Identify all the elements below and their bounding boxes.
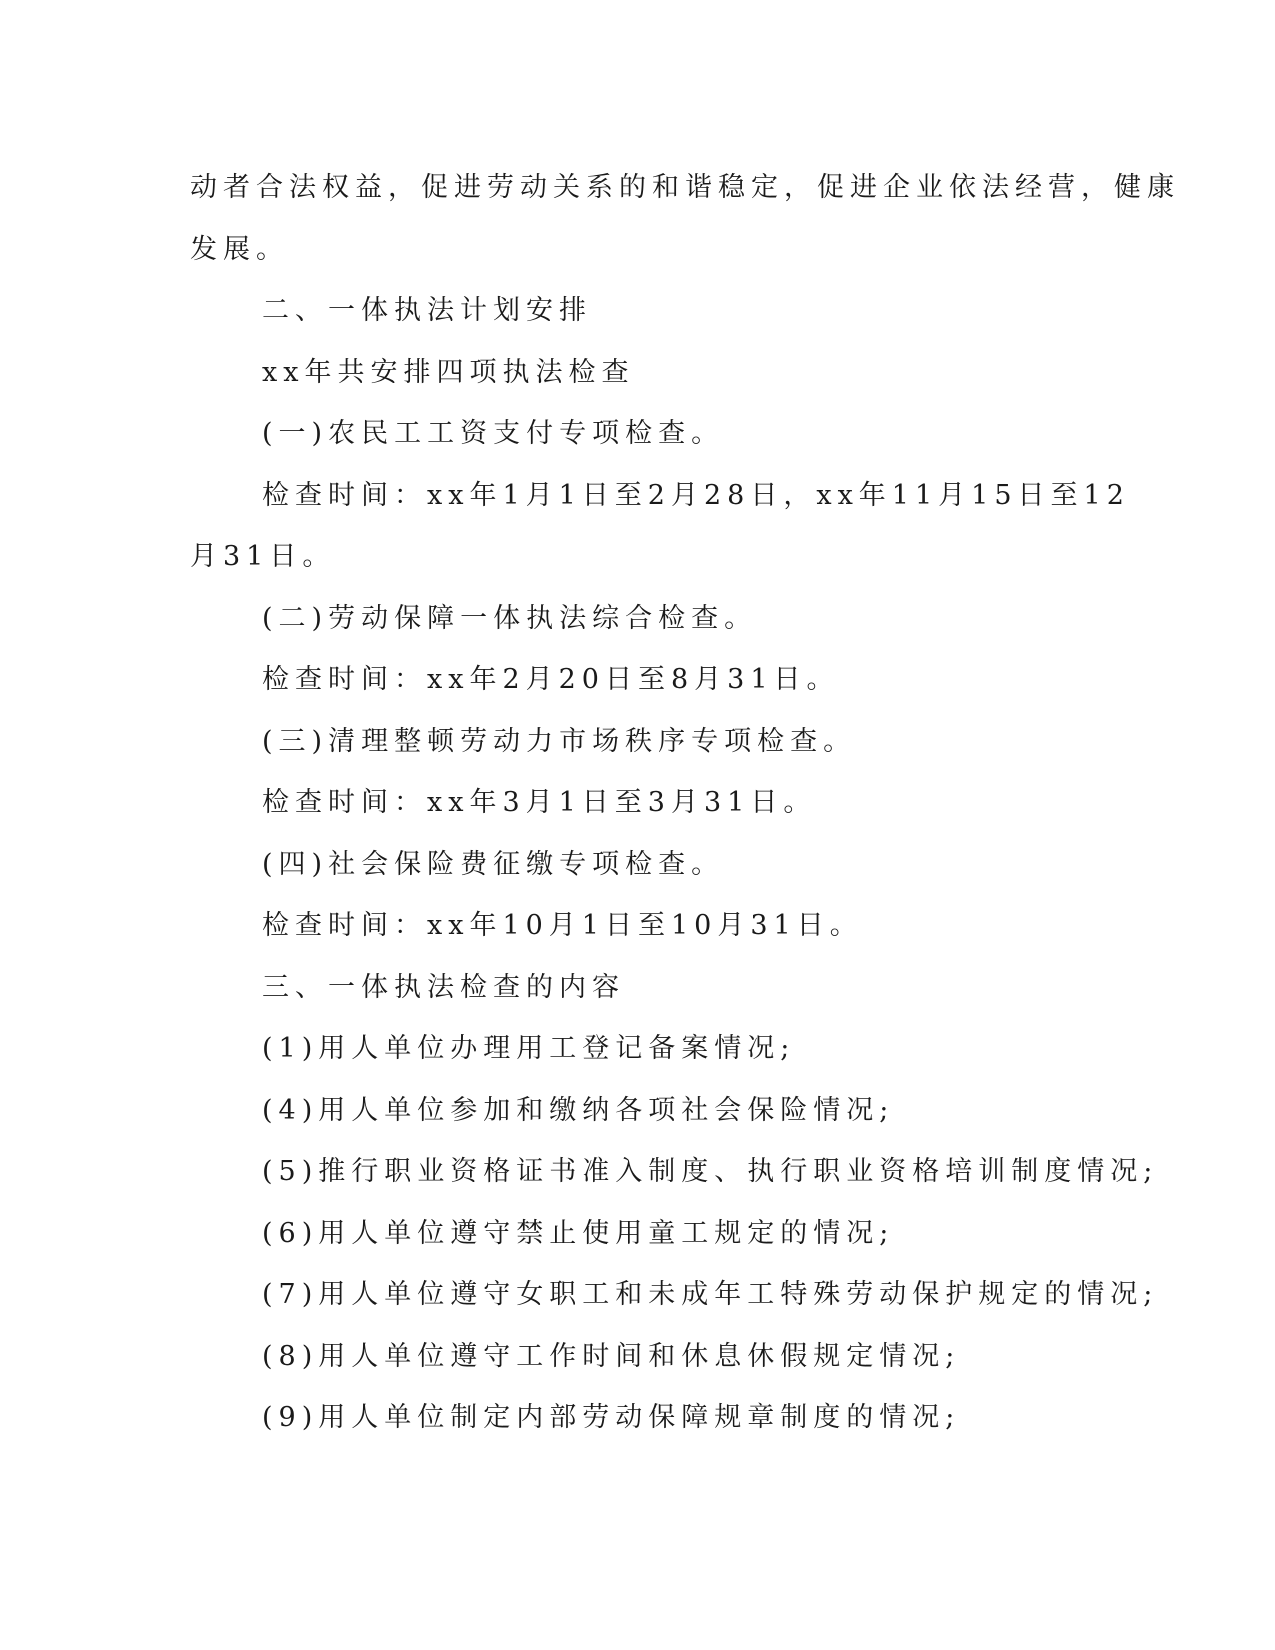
paragraph-continuation-end: 发展。: [190, 233, 289, 265]
list-item: (4)用人单位参加和缴纳各项社会保险情况;: [262, 1094, 895, 1126]
section-heading: 二、一体执法计划安排: [262, 295, 592, 326]
list-item: (一)农民工工资支付专项检查。: [262, 418, 725, 449]
paragraph-continuation: 动者合法权益，促进劳动关系的和谐稳定，促进企业依法经营，健康: [190, 172, 1180, 203]
section-heading: 三、一体执法检查的内容: [262, 971, 625, 1003]
document-body: [190, 157, 1180, 1449]
list-item: (6)用人单位遵守禁止使用童工规定的情况;: [262, 1217, 895, 1249]
inspection-time: 检查时间：xx年3月1日至3月31日。: [262, 787, 817, 818]
list-item: (1)用人单位办理用工登记备案情况;: [262, 1033, 796, 1064]
list-item: (四)社会保险费征缴专项检查。: [262, 848, 725, 880]
paragraph: xx年共安排四项执法检查: [262, 356, 635, 388]
list-item: (5)推行职业资格证书准入制度、执行职业资格培训制度情况;: [262, 1156, 1159, 1187]
inspection-time: 检查时间：xx年2月20日至8月31日。: [262, 664, 840, 695]
list-item: (三)清理整顿劳动力市场秩序专项检查。: [262, 725, 857, 757]
list-item: (7)用人单位遵守女职工和未成年工特殊劳动保护规定的情况;: [262, 1279, 1159, 1310]
list-item: (8)用人单位遵守工作时间和休息休假规定情况;: [262, 1340, 961, 1372]
list-item: (9)用人单位制定内部劳动保障规章制度的情况;: [262, 1402, 961, 1433]
inspection-time: 检查时间：xx年1月1日至2月28日，xx年11月15日至12: [262, 479, 1130, 511]
list-item: (二)劳动保障一体执法综合检查。: [262, 602, 758, 634]
inspection-time: 检查时间：xx年10月1日至10月31日。: [262, 910, 863, 941]
inspection-time-continuation: 月31日。: [190, 541, 336, 572]
